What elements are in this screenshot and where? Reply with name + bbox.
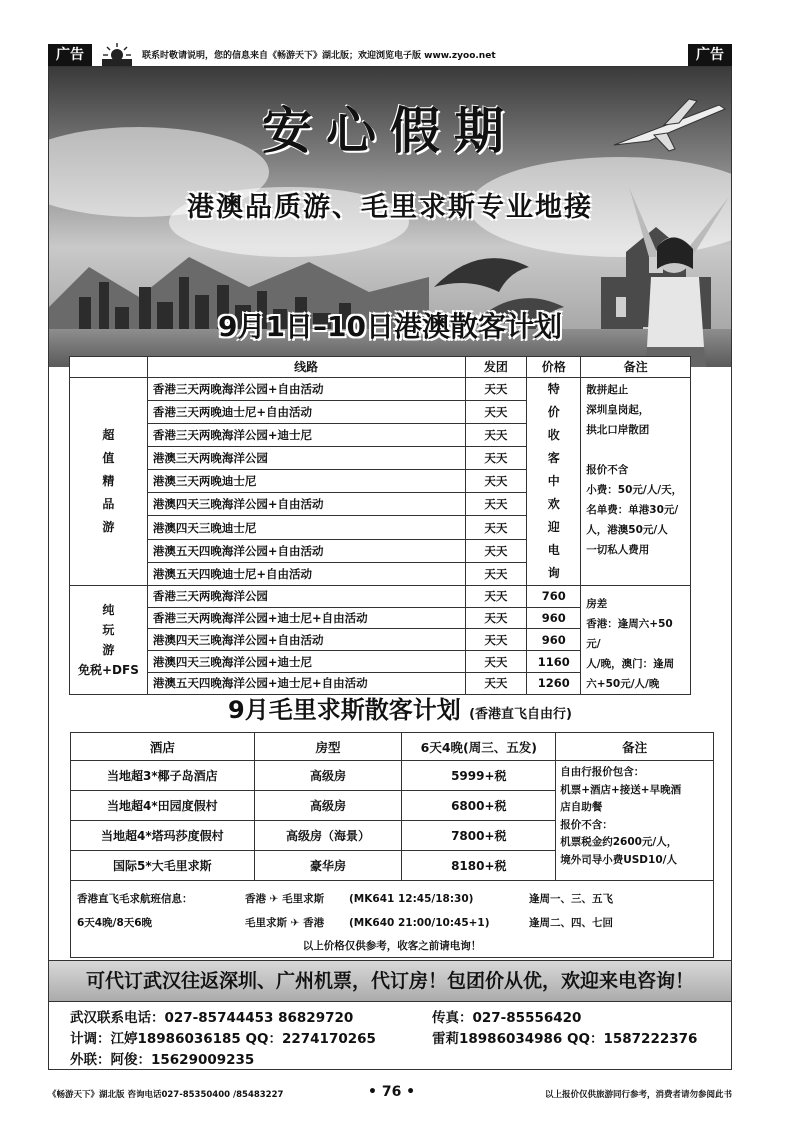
- price-cell: 960: [527, 607, 581, 629]
- note-line: 一切私人费用: [586, 543, 650, 556]
- group-a-char: 精: [102, 473, 115, 488]
- note-line: 香港：逢周六+50元/: [586, 617, 673, 650]
- depart-cell: 天天: [465, 493, 527, 516]
- sun-logo-icon: [100, 42, 134, 66]
- route-cell: 港澳三天两晚迪士尼: [147, 470, 465, 493]
- route-cell: 香港三天两晚海洋公园: [147, 585, 465, 607]
- note-line: 店自助餐: [560, 801, 603, 813]
- booking-banner: 可代订武汉往返深圳、广州机票，代订房！包团价从优，欢迎来电咨询！: [48, 960, 732, 1002]
- group-b-line: 玩: [102, 622, 115, 637]
- flight-line-1: [77, 887, 707, 911]
- mauritius-plan-title: [0, 690, 800, 725]
- note-a-cell: [581, 377, 691, 585]
- price-char: 特: [547, 381, 560, 396]
- note-line: 报价不含: [586, 463, 629, 476]
- note-line: 报价不含：: [560, 818, 613, 831]
- footer-right: 以上报价仅供旅游同行参考，消费者请勿参阅此书: [544, 1090, 732, 1100]
- mauritius-note-cell: [556, 761, 714, 881]
- planner1-text: 计调：江婷18986036185 QQ：2274170265: [70, 1031, 376, 1047]
- depart-cell: 天天: [465, 629, 527, 651]
- depart-cell: 天天: [465, 539, 527, 562]
- hotel-cell: 当地超4*塔玛莎度假村: [71, 821, 255, 851]
- mauritius-plan-title-text: 9月毛里求斯散客计划: [228, 696, 461, 724]
- room-header: 房型: [254, 733, 402, 761]
- hk-macau-plan-title: 9月1日–10日港澳散客计划: [218, 310, 562, 343]
- note-line: 境外司导小费USD10/人: [560, 853, 677, 866]
- price-char: 客: [547, 450, 560, 465]
- flight1-days: 逢周一、三、五飞: [529, 893, 613, 905]
- flight2-days: 逢周二、四、七回: [529, 917, 613, 929]
- top-header-bar: [48, 44, 732, 66]
- main-subtitle: 港澳品质游、毛里求斯专业地接: [187, 192, 593, 223]
- price-cell: 1160: [527, 651, 581, 673]
- flight2-info: (MK640 21:00/10:45+1): [349, 917, 490, 929]
- note-line: 自由行报价包含：: [560, 766, 645, 778]
- group-a-char: 品: [102, 496, 115, 511]
- price-char: 欢: [547, 496, 560, 511]
- contact-row: [70, 1029, 730, 1050]
- page-number: • 76 •: [368, 1084, 416, 1100]
- price-char: 电: [547, 542, 560, 557]
- group-b-label: [70, 585, 148, 694]
- room-cell: 高级房: [254, 761, 402, 791]
- page-footer: [48, 1086, 732, 1102]
- depart-cell: 天天: [465, 377, 527, 400]
- footer-left: 《畅游天下》湖北版 咨询电话027-85350400 /85483227: [48, 1090, 284, 1100]
- mauritius-price-table: [70, 732, 714, 958]
- depart-cell: 天天: [465, 607, 527, 629]
- group-a-char: 游: [102, 519, 115, 534]
- flight-info-row: [71, 881, 714, 958]
- planner2-text: 雷莉18986034986 QQ：1587222376: [432, 1031, 698, 1047]
- mauritius-plan-subtitle: (香港直飞自由行): [469, 707, 572, 722]
- route-cell: 香港三天两晚海洋公园+迪士尼: [147, 424, 465, 447]
- external-contact-text: 外联：阿俊：15629009235: [70, 1052, 255, 1068]
- route-cell: 港澳四天三晚海洋公园+自由活动: [147, 629, 465, 651]
- room-cell: 豪华房: [254, 851, 402, 881]
- note-line: 房差: [586, 597, 608, 610]
- price-inquiry-cell: [527, 377, 581, 585]
- room-cell: 高级房: [254, 791, 402, 821]
- note-line: 小费：50元/人/天，: [586, 483, 683, 496]
- price-header: 6天4晚(周三、五发): [402, 733, 556, 761]
- price-cell: 6800+税: [402, 791, 556, 821]
- note-line: 深圳皇岗起，: [586, 403, 650, 416]
- note-header: 备注: [581, 357, 691, 378]
- route-cell: 港澳四天三晚海洋公园+自由活动: [147, 493, 465, 516]
- depart-cell: 天天: [465, 447, 527, 470]
- price-char: 询: [547, 565, 560, 580]
- table-row: [71, 761, 714, 791]
- hero-banner: [49, 67, 731, 367]
- table-header-row: [71, 733, 714, 761]
- route-cell: 香港三天两晚海洋公园+迪士尼+自由活动: [147, 607, 465, 629]
- contact-section: [70, 1008, 730, 1071]
- group-b-line: 纯: [102, 602, 115, 617]
- group-header-cell: [70, 357, 148, 378]
- route-cell: 港澳三天两晚海洋公园: [147, 447, 465, 470]
- depart-cell: 天天: [465, 470, 527, 493]
- flight1-route: 香港 ✈ 毛里求斯: [245, 893, 325, 905]
- note-line: 名单费：单港30元/: [586, 503, 679, 516]
- group-b-line: 免税+DFS: [78, 662, 139, 677]
- note-line: [586, 440, 685, 460]
- flight-line-2: [77, 911, 707, 935]
- price-cell: 1260: [527, 672, 581, 694]
- note-line: 六+50元/人/晚: [586, 677, 660, 690]
- route-cell: 香港三天两晚海洋公园+自由活动: [147, 377, 465, 400]
- table-header-row: [70, 357, 691, 378]
- duration-text: 6天4晚/8天6晚: [77, 917, 153, 929]
- fax-text: 传真：027-85556420: [432, 1010, 582, 1026]
- group-a-char: 值: [102, 450, 115, 465]
- main-title: 安心假期: [262, 101, 518, 160]
- depart-cell: 天天: [465, 516, 527, 539]
- group-a-label: [70, 377, 148, 585]
- note-line: 机票+酒店+接送+早晚酒: [560, 783, 682, 796]
- flight-info-cell: [71, 881, 714, 958]
- note-line: 拱北口岸散团: [586, 423, 650, 436]
- flight1-info: (MK641 12:45/18:30): [349, 893, 474, 905]
- price-cell: 5999+税: [402, 761, 556, 791]
- price-disclaimer: 以上价格仅供参考，收客之前请电询！: [302, 940, 482, 952]
- ad-label-right: 广告: [688, 44, 732, 66]
- price-cell: 960: [527, 629, 581, 651]
- hotel-cell: 当地超4*田园度假村: [71, 791, 255, 821]
- room-cell: 高级房（海景）: [254, 821, 402, 851]
- depart-cell: 天天: [465, 672, 527, 694]
- price-cell: 7800+税: [402, 821, 556, 851]
- price-char: 迎: [547, 519, 560, 534]
- note-line: 机票税金约2600元/人，: [560, 836, 678, 848]
- price-char: 价: [547, 404, 560, 419]
- hotel-cell: 国际5*大毛里求斯: [71, 851, 255, 881]
- depart-cell: 天天: [465, 585, 527, 607]
- hk-macau-price-table: [69, 356, 691, 695]
- flight-label: 香港直飞毛求航班信息：: [77, 893, 193, 905]
- group-b-line: 游: [102, 642, 115, 657]
- route-cell: 香港三天两晚迪士尼+自由活动: [147, 400, 465, 423]
- flight2-route: 毛里求斯 ✈ 香港: [245, 917, 325, 929]
- price-cell: 8180+税: [402, 851, 556, 881]
- note-line: 散拼起止: [586, 383, 629, 396]
- route-header: 线路: [147, 357, 465, 378]
- route-cell: 港澳四天三晚迪士尼: [147, 516, 465, 539]
- depart-cell: 天天: [465, 562, 527, 585]
- table-row: [70, 585, 691, 607]
- contact-row: [70, 1050, 730, 1071]
- route-cell: 港澳五天四晚海洋公园+迪士尼+自由活动: [147, 672, 465, 694]
- price-char: 收: [547, 427, 560, 442]
- hotel-header: 酒店: [71, 733, 255, 761]
- group-a-char: 超: [102, 427, 115, 442]
- depart-cell: 天天: [465, 424, 527, 447]
- price-char: 中: [547, 473, 560, 488]
- route-cell: 港澳四天三晚海洋公园+迪士尼: [147, 651, 465, 673]
- depart-cell: 天天: [465, 400, 527, 423]
- hotel-cell: 当地超3*椰子岛酒店: [71, 761, 255, 791]
- note-line: 人/晚，澳门：逢周: [586, 657, 675, 670]
- depart-header: 发团: [465, 357, 527, 378]
- route-cell: 港澳五天四晚迪士尼+自由活动: [147, 562, 465, 585]
- table-row: [70, 377, 691, 400]
- header-notice: 联系时敬请说明，您的信息来自《畅游天下》湖北版；欢迎浏览电子版 www.zyoo.net: [142, 51, 496, 61]
- price-header: 价格: [527, 357, 581, 378]
- route-cell: 港澳五天四晚海洋公园+自由活动: [147, 539, 465, 562]
- note-b-cell: [581, 585, 691, 694]
- depart-cell: 天天: [465, 651, 527, 673]
- note-line: 人，港澳50元/人: [586, 523, 668, 536]
- phone-text: 武汉联系电话：027-85744453 86829720: [70, 1010, 354, 1026]
- contact-row: [70, 1008, 730, 1029]
- note-header: 备注: [556, 733, 714, 761]
- ad-label-left: 广告: [48, 44, 92, 66]
- price-cell: 760: [527, 585, 581, 607]
